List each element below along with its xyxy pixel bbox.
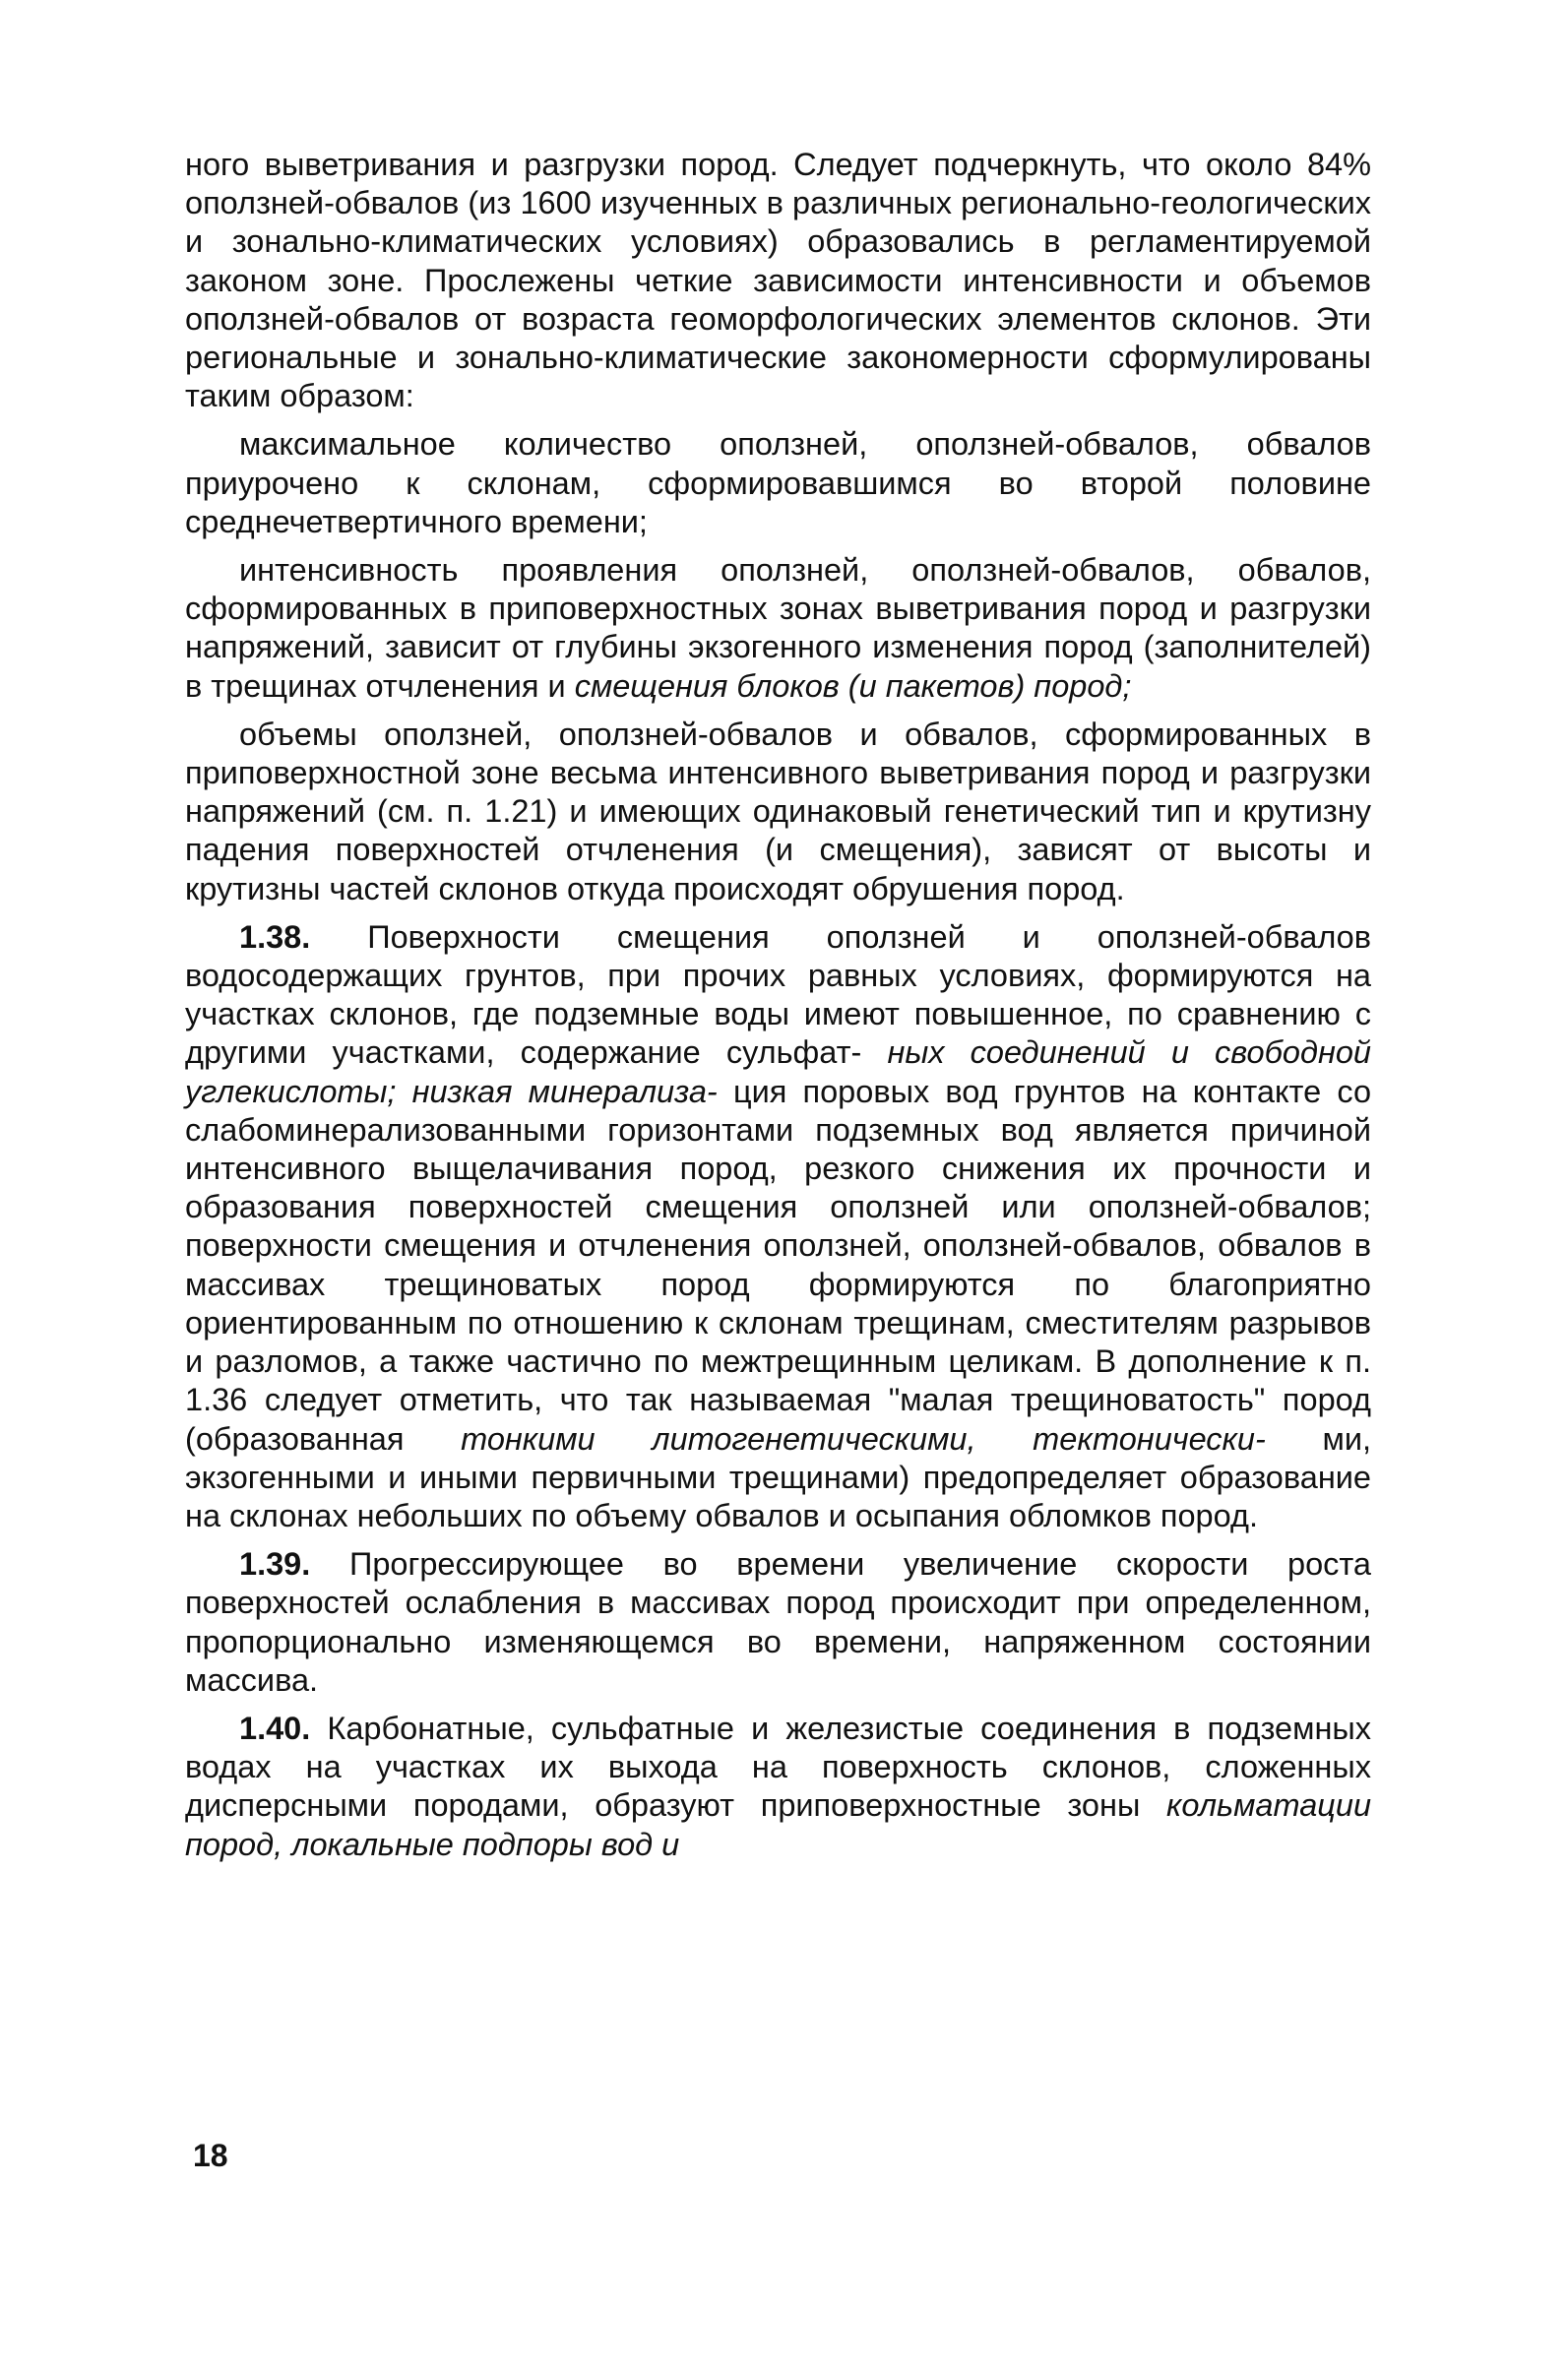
paragraph-list-item-3	[185, 716, 1371, 908]
italic-text: ных соединений и свободной углекислоты; низкая минерализа-	[185, 1034, 1371, 1109]
paragraph-text: ция поровых вод грунтов на контакте со слабоминерализованными горизонтами подземных вод является причиной интенсивного выщелачивания пород, резкого снижения их прочности и образования поверхностей смещения оползней или оползней-обвалов; поверхности смещения и отчленения оползней, оползней-обвалов, обвалов в массивах трещиноватых пород формируются по благоприятно ориентированным по отношению к склонам трещинам, сместителям разрывов и разломов, а также частично по межтрещинным целикам. В дополнение к п. 1.36 следует отметить, что так называемая "малая трещиноватость" пород (образованная	[185, 1073, 1372, 1457]
paragraph-text: ми, экзогенными и иными первичными трещинами) предопределяет образование на склонах небольших по объему обвалов и осыпания обломков пород.	[185, 1420, 1371, 1533]
paragraph-list-item-2	[185, 551, 1371, 706]
paragraph-text: Прогрессирующее во времени увеличение скорости роста поверхностей ослабления в массивах пород происходит при определенном, пропорционально изменяющемся во времени, напряженном состоянии массива.	[185, 1546, 1371, 1698]
paragraph-continuation	[185, 146, 1371, 415]
paragraph-text: Поверхности смещения оползней и оползней-обвалов водосодержащих грунтов, при прочих равных условиях, формируются на участках склонов, где подземные воды имеют повышенное, по сравнению с другими участками, содержание сульфат-	[185, 918, 1371, 1071]
italic-text: кольматации пород, локальные подпоры вод и	[185, 1787, 1372, 1862]
page-body	[185, 146, 1371, 1864]
page-number: 18	[193, 2138, 228, 2173]
paragraph-1-38	[185, 918, 1371, 1535]
paragraph-1-39	[185, 1545, 1371, 1700]
italic-text: тонкими литогенетическими, тектонически-	[461, 1420, 1266, 1457]
paragraph-1-40	[185, 1710, 1371, 1864]
italic-text: смещения блоков (и пакетов) пород;	[574, 667, 1132, 704]
section-number: 1.38.	[239, 918, 311, 955]
paragraph-list-item-1	[185, 425, 1371, 541]
paragraph-text: максимальное количество оползней, оползней-обвалов, обвалов приурочено к склонам, сформировавшимся во второй половине среднечетвертичного времени;	[185, 426, 1371, 539]
paragraph-text: объемы оползней, оползней-обвалов и обвалов, сформированных в приповерхностной зоне весьма интенсивного выветривания пород и разгрузки напряжений (см. п. 1.21) и имеющих одинаковый генетический тип и крутизну падения поверхностей отчленения (и смещения), зависят от высоты и крутизны частей склонов откуда происходят обрушения пород.	[185, 716, 1371, 906]
paragraph-text: интенсивность проявления оползней, оползней-обвалов, обвалов, сформированных в приповерхностных зонах выветривания пород и разгрузки напряжений, зависит от глубины экзогенного изменения пород (заполнителей) в трещинах отчленения и	[185, 552, 1371, 704]
section-number: 1.40.	[239, 1710, 311, 1746]
paragraph-text: Карбонатные, сульфатные и железистые соединения в подземных водах на участках их выхода на поверхность склонов, сложенных дисперсными породами, образуют приповерхностные зоны	[185, 1710, 1371, 1824]
section-number: 1.39.	[239, 1546, 311, 1583]
paragraph-text: ного выветривания и разгрузки пород. Следует подчеркнуть, что около 84% оползней-обвалов (из 1600 изученных в различных регионально-геологических и зонально-климатических условиях) образовались в регламентируемой законом зоне. Прослежены четкие зависимости интенсивности и объемов оползней-обвалов от возраста геоморфологических элементов склонов. Эти региональные и зонально-климатические закономерности сформулированы таким образом:	[185, 147, 1371, 414]
